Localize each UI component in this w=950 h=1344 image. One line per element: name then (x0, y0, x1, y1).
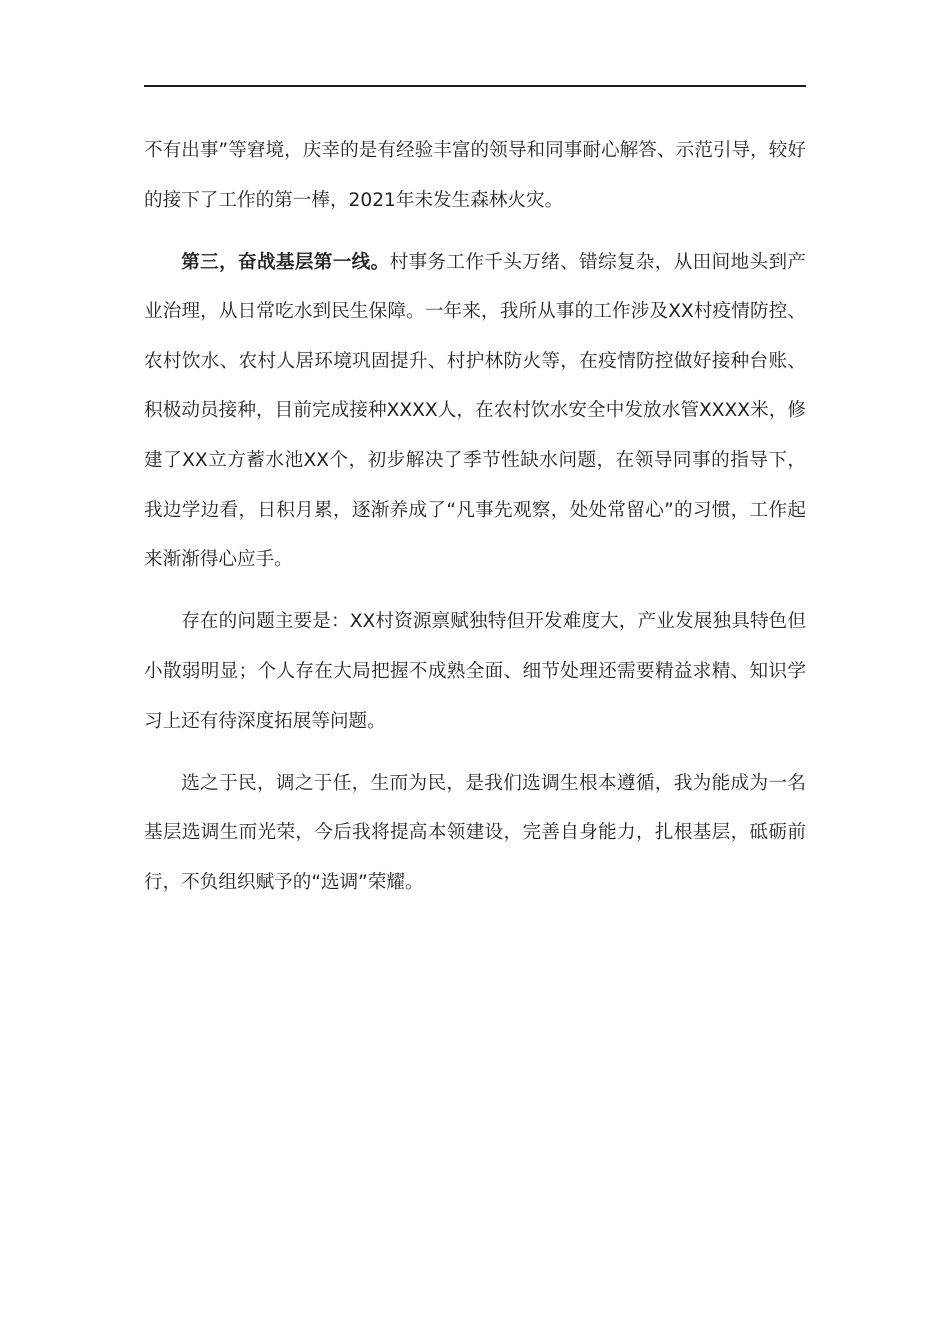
paragraph-problems (144, 597, 806, 746)
paragraph-lead-heading: 第三，奋战基层第一线。 (181, 251, 390, 273)
document-body (144, 126, 806, 907)
header-rule (144, 85, 806, 87)
paragraph-conclusion (144, 759, 806, 908)
paragraph-text: 存在的问题主要是：XX村资源禀赋独特但开发难度大，产业发展独具特色但小散弱明显；个人存在大局把握不成熟全面、细节处理还需要精益求精、知识学习上还有待深度拓展等问题。 (144, 611, 806, 732)
paragraph-text: 选之于民，调之于任，生而为民，是我们选调生根本遵循，我为能成为一名基层选调生而光荣，今后我将提高本领建设，完善自身能力，扎根基层，砥砺前行，不负组织赋予的“选调”荣耀。 (144, 772, 806, 893)
paragraph-continuation (144, 126, 806, 225)
paragraph-text: 不有出事”等窘境，庆幸的是有经验丰富的领导和同事耐心解答、示范引导，较好的接下了工作的第一棒，2021年未发生森林火灾。 (144, 140, 806, 211)
paragraph-third-point (144, 238, 806, 585)
paragraph-text: 村事务工作千头万绪、错综复杂，从田间地头到产业治理，从日常吃水到民生保障。一年来，我所从事的工作涉及XX村疫情防控、农村饮水、农村人居环境巩固提升、村护林防火等，在疫情防控做好接种台账、积极动员接种，目前完成接种XXXX人，在农村饮水安全中发放水管XXXX米，修建了XX立方蓄水池XX个，初步解决了季节性缺水问题，在领导同事的指导下，我边学边看，日积月累，逐渐养成了“凡事先观察，处处常留心”的习惯，工作起来渐渐得心应手。 (144, 251, 806, 571)
